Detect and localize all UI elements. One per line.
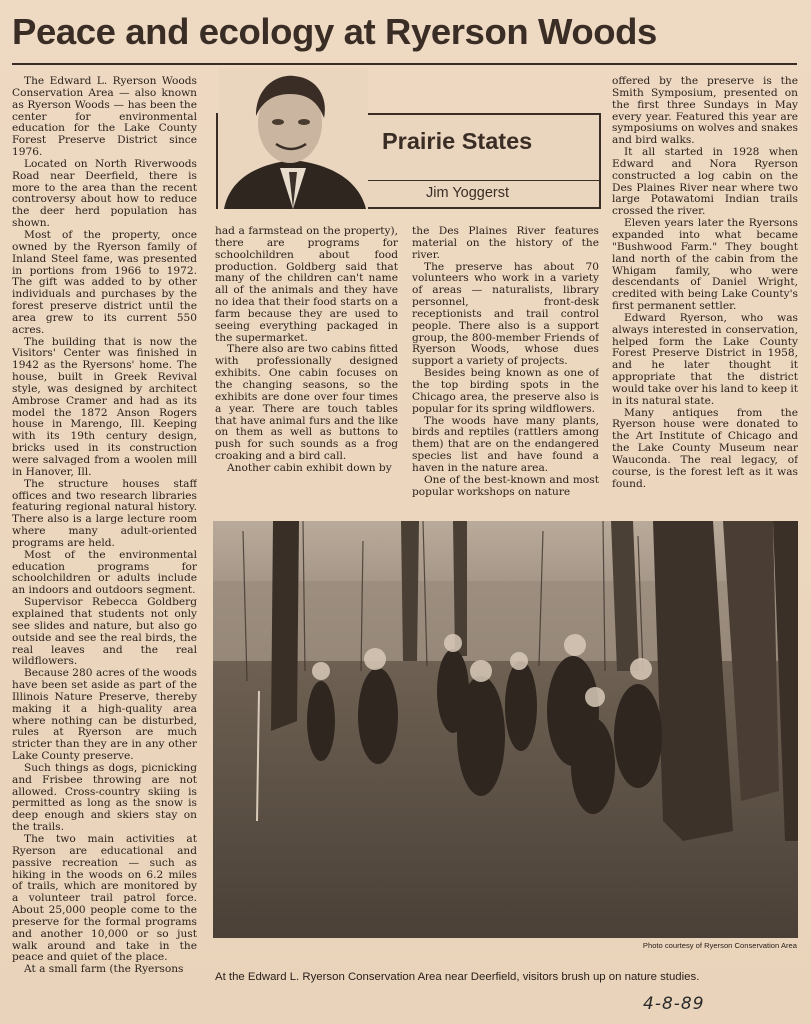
column-title: Prairie States [382,128,533,154]
nature-walk-photo [213,521,798,938]
masthead-divider [368,180,601,181]
paragraph: One of the best-known and most popular workshops on nature [412,473,599,498]
paragraph: It all started in 1928 when Edward and Nora Ryerson constructed a log cabin on the Des Plaines River near where two large Potawatomi Indian trails crossed the river. [612,146,798,218]
paragraph: The structure houses staff offices and two research libraries featuring regional natural history. There also is a large lecture room where many adult-oriented programs are held. [12,477,197,549]
paragraph: The building that is now the Visitors' Center was finished in 1942 as the Ryersons' home. The house, built in Greek Revival style, was designed by architect Ambrose Cramer and had as its model the 1872 Anson Rogers house in Marengo, Ill. Keeping with its 19th century design, bricks used in its construction were salvaged from a woolen mill in Hanover, Ill. [12,335,197,478]
handwritten-date: 4-8-89 [643,994,705,1014]
paragraph: Eleven years later the Ryersons expanded into what became "Bushwood Farm." They bought land north of the cabin from the Whigam family, who were descendants of Daniel Wright, credited with being Lake County's first permanent settler. [612,217,798,313]
paragraph: Because 280 acres of the woods have been set aside as part of the Illinois Nature Preserve, thereby making it a high-quality area where nothing can be disturbed, rules at Ryerson are much stricter than they are in any other Lake County preserve. [12,667,197,763]
paragraph: Many antiques from the Ryerson house were donated to the Art Institute of Chicago and the Lake County Museum near Wauconda. The real legacy, of course, is the forest left as it was found. [612,406,798,490]
paragraph: The two main activities at Ryerson are educational and passive recreation — such as hiking in the woods on 6.2 miles of trails, which are monitored by a volunteer trail patrol force. About 25,000 people come to the preserve for the formal programs and another 10,000 or so just walk around and take in the peace and quiet of the place. [12,833,197,964]
paragraph: The woods have many plants, birds and reptiles (rattlers among them) that are on the endangered species list and have found a haven in the nature area. [412,414,599,474]
paragraph: Most of the environmental education programs for schoolchildren or adults include an indoors and outdoors segment. [12,548,197,597]
paragraph: offered by the preserve is the Smith Symposium, presented on the first three Sundays in May every year. Featured this year are symposiums on wolves and snakes and bird walks. [612,76,798,147]
paragraph: Such things as dogs, picnicking and Frisbee throwing are not allowed. Cross-country skiing is permitted as long as the snow is deep enough and skiers stay on the trails. [12,761,197,834]
article-column-3 [412,226,599,498]
columnist-portrait [218,68,368,209]
paragraph: Edward Ryerson, who was always interested in conservation, helped form the Lake County Forest Preserve District in 1958, and he later thought it appropriate that the district would take over his land to keep it in its natural state. [612,311,798,407]
photo-caption: At the Edward L. Ryerson Conservation Area near Deerfield, visitors brush up on nature studies. [215,971,700,983]
paragraph: There also are two cabins fitted with professionally designed exhibits. One cabin focuses on the changing seasons, so the exhibits are done over four times a year. There are touch tables that have animal furs and the like on them as well as buttons to push for such sounds as a frog croaking and a bird call. [215,343,398,463]
paragraph: Most of the property, once owned by the Ryerson family of Inland Steel fame, was presented in portions from 1966 to 1972. The gift was added to by other individuals and purchases by the forest preserve district until the area grew to its current 550 acres. [12,228,197,336]
photo-credit: Photo courtesy of Ryerson Conservation Area [642,941,797,950]
paragraph: The preserve has about 70 volunteers who work in a variety of areas — naturalists, library personnel, front-desk receptionists and trail control people. There also is a support group, the 800-member Friends of Ryerson Woods, whose dues support a variety of projects. [412,260,599,368]
headline: Peace and ecology at Ryerson Woods [12,11,657,52]
article-column-2 [215,226,398,498]
paragraph: Located on North Riverwoods Road near Deerfield, there is more to the area than the recent controversy about how to reduce the deer herd population has shown. [12,157,197,230]
paragraph: Supervisor Rebecca Goldberg explained that students not only see slides and nature, but also go outside and see the real birds, the real leaves and the real wildflowers. [12,596,197,668]
paragraph: At a small farm (the Ryersons [24,963,184,976]
headline-rule [12,63,797,65]
paragraph: had a farmstead on the property), there are programs for schoolchildren about food production. Goldberg said that many of the children can't name all of the animals and they have no idea that their food starts on a farm because they are used to seeing everything packaged in the supermarket. [215,226,398,344]
paragraph: The Edward L. Ryerson Woods Conservation Area — also known as Ryerson Woods — has been the center for environmental education for the Lake County Forest Preserve District since 1976. [12,76,197,159]
paragraph: the Des Plaines River features material on the history of the river. [412,226,599,261]
article-column-4 [612,76,798,498]
paragraph: Besides being known as one of the top birding spots in the Chicago area, the preserve also is popular for its spring wildflowers. [412,367,599,415]
paragraph: Another cabin exhibit down by [227,461,392,474]
article-column-1 [12,76,197,1002]
byline: Jim Yoggerst [426,185,510,201]
